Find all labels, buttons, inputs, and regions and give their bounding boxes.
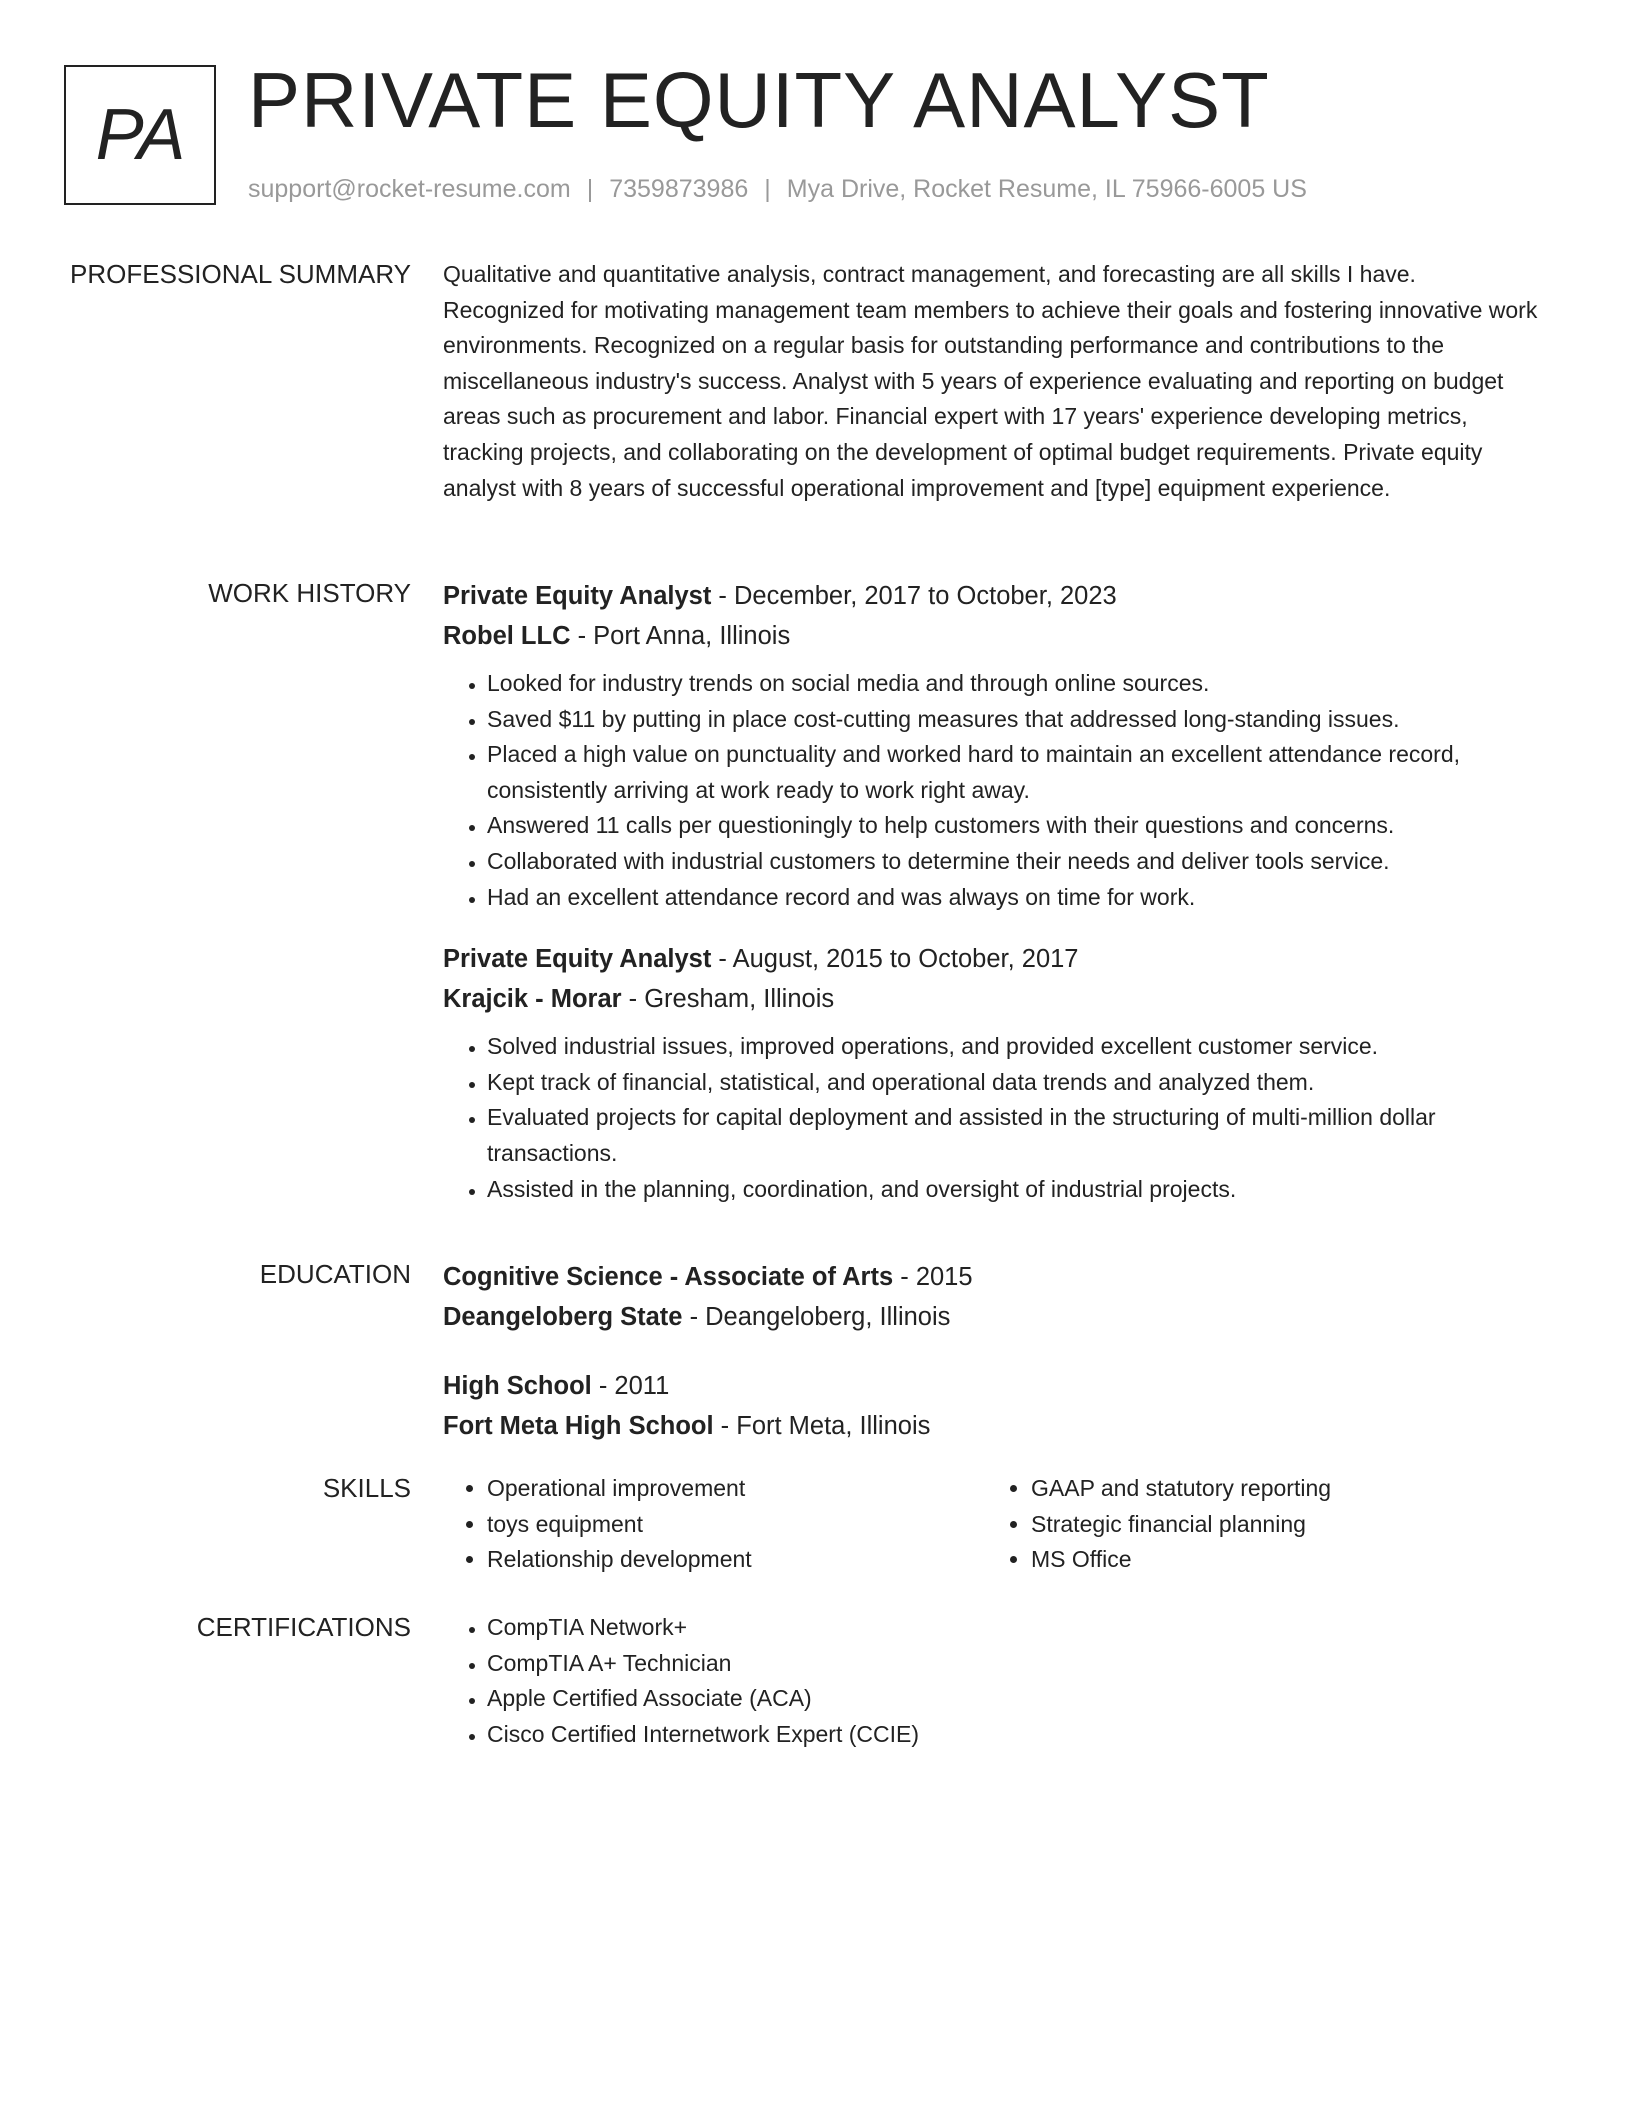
education-entry [443,1257,1541,1337]
education-school: Fort Meta High School [443,1412,714,1440]
job-bullet: • Saved $11 by putting in place cost-cutting measures that addressed long-standing issues. [487,702,1541,738]
certifications-list [443,1610,1541,1752]
job-title-line [443,576,1541,616]
summary-text: Qualitative and quantitative analysis, contract management, and forecasting are all skills I have. Recognized for motivating management team members to achieve their goals and fostering innovative work environments. Recognized on a regular basis for outstanding performance and contributions to the miscellaneous industry's success. Analyst with 5 years of experience evaluating and reporting on budget areas such as procurement and labor. Financial expert with 17 years' experience developing metrics, tracking projects, and collaborating on the development of optimal budget requirements. Private equity analyst with 8 years of successful operational improvement and [type] equipment experience. [443,261,1538,501]
job-location: - Port Anna, Illinois [570,622,791,650]
skills-heading: SKILLS [322,1473,411,1503]
job-company: Krajcik - Morar [443,985,622,1014]
skill-item: • GAAP and statutory reporting [1031,1471,1531,1507]
monogram-box [64,65,216,205]
contact-line [248,172,1307,206]
contact-email: support@rocket-resume.com [248,175,571,203]
job-bullets [443,666,1541,915]
certification-item: • CompTIA Network+ [487,1610,1541,1646]
work-history-body [443,576,1541,1207]
job-bullet: • Looked for industry trends on social media and through online sources. [487,666,1541,702]
skill-item: • Operational improvement [487,1471,987,1507]
certifications-heading: CERTIFICATIONS [196,1612,411,1642]
education-year: - 2011 [591,1372,670,1400]
education-location: - Deangeloberg, Illinois [682,1303,951,1331]
education-degree-line [443,1257,1541,1297]
job-title: Private Equity Analyst [443,582,712,610]
certifications-body [443,1610,1541,1752]
certification-item: • Apple Certified Associate (ACA) [487,1681,1541,1717]
job-bullet: • Placed a high value on punctuality and worked hard to maintain an excellent attendance record, consistently arriving at work ready to work right away. [487,737,1541,808]
education-location: - Fort Meta, Illinois [713,1412,931,1440]
job-company-line [443,616,1541,656]
work-history-heading: WORK HISTORY [208,578,411,608]
education-degree: High School [443,1372,592,1400]
job-company-line [443,979,1541,1019]
job-bullet: • Answered 11 calls per questioningly to help customers with their questions and concerns. [487,808,1541,844]
job-title-line [443,939,1541,979]
contact-separator: | [764,175,771,203]
skill-item: • toys equipment [487,1507,987,1543]
education-body [443,1257,1541,1446]
job-bullet: • Evaluated projects for capital deployment and assisted in the structuring of multi-million dollar transactions. [487,1100,1541,1171]
resume-title: PRIVATE EQUITY ANALYST [248,56,1270,144]
job-bullet: • Collaborated with industrial customers to determine their needs and deliver tools service. [487,844,1541,880]
summary-heading: PROFESSIONAL SUMMARY [70,259,411,289]
skill-item: • MS Office [1031,1542,1531,1578]
job-company: Robel LLC [443,622,571,650]
job-bullet: • Solved industrial issues, improved operations, and provided excellent customer service. [487,1029,1541,1065]
skills-list-left [443,1471,987,1578]
education-degree: Cognitive Science - Associate of Arts [443,1263,894,1291]
education-entry [443,1366,1541,1446]
job-entry [443,939,1541,1207]
skills-body [443,1471,1541,1578]
education-school: Deangeloberg State [443,1303,683,1331]
job-bullet: • Had an excellent attendance record and was always on time for work. [487,880,1541,916]
job-dates: - August, 2015 to October, 2017 [711,945,1079,974]
job-bullets [443,1029,1541,1207]
education-heading: EDUCATION [259,1259,411,1289]
summary-body [443,257,1541,506]
education-school-line [443,1406,1541,1446]
education-degree-line [443,1366,1541,1406]
contact-address: Mya Drive, Rocket Resume, IL 75966-6005 US [786,175,1307,203]
certification-item: • Cisco Certified Internetwork Expert (CCIE) [487,1717,1541,1753]
skill-item: • Relationship development [487,1542,987,1578]
contact-separator: | [586,175,594,203]
skills-list-right [987,1471,1531,1578]
job-bullet: • Assisted in the planning, coordination, and oversight of industrial projects. [487,1172,1541,1208]
certification-item: • CompTIA A+ Technician [487,1646,1541,1682]
job-title: Private Equity Analyst [443,945,712,974]
education-school-line [443,1297,1541,1337]
contact-phone: 7359873986 [609,175,749,203]
job-entry [443,576,1541,915]
skill-item: • Strategic financial planning [1031,1507,1531,1543]
monogram-initials: PA [95,95,185,175]
job-bullet: • Kept track of financial, statistical, and operational data trends and analyzed them. [487,1065,1541,1101]
job-dates: - December, 2017 to October, 2023 [711,582,1117,610]
education-year: - 2015 [893,1263,973,1291]
job-location: - Gresham, Illinois [621,985,835,1014]
